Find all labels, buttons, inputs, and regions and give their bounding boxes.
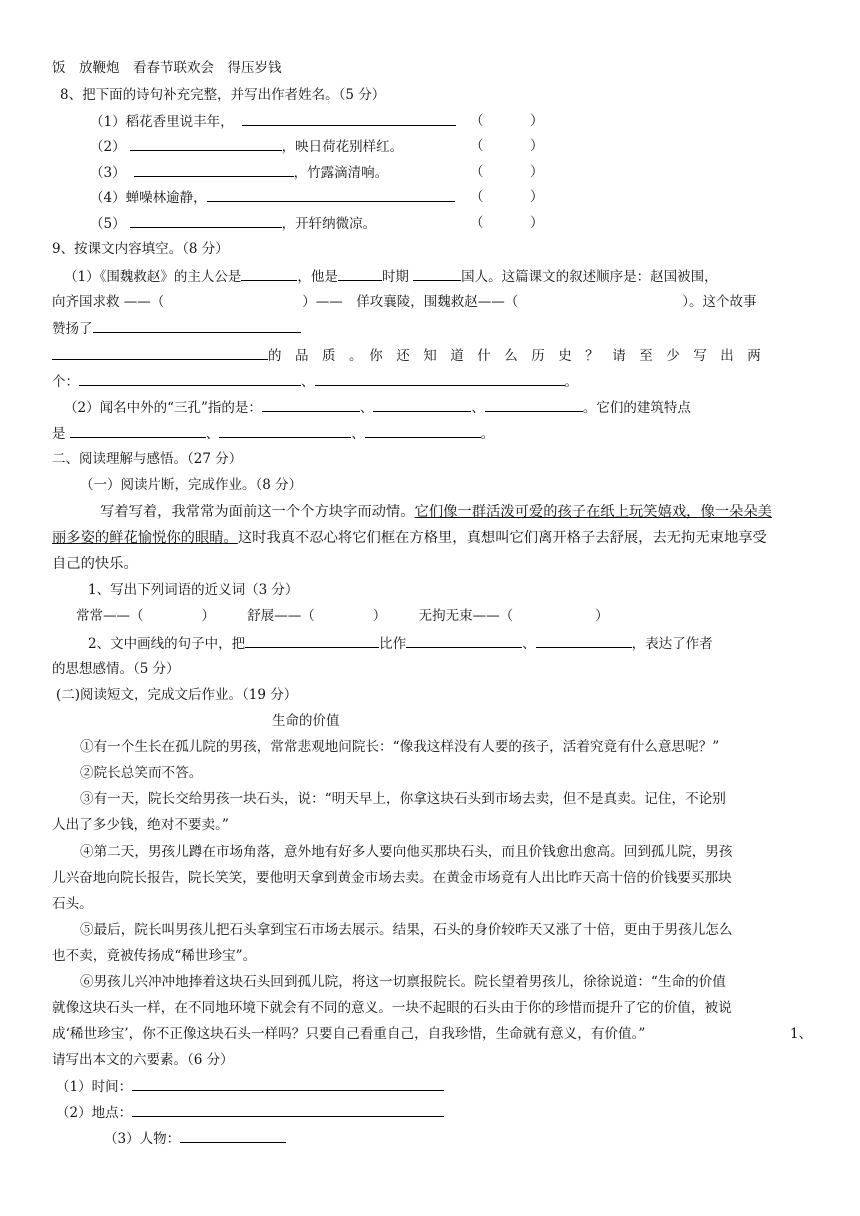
q9-title: 9、按课文内容填空。（8 分）	[52, 241, 229, 257]
q9-p1-line3: 赞扬了	[52, 318, 301, 339]
q9-p2-line2: 是 、 、 。	[52, 423, 494, 444]
q9-p1-line5: 个： 、 。	[52, 371, 578, 392]
time-answer-blank[interactable]	[132, 1076, 444, 1091]
answer-blank[interactable]	[219, 423, 351, 438]
answer-blank[interactable]	[52, 345, 268, 360]
story-para-6c: 成‘稀世珍宝’，你不正像这块石头一样吗？只要自己看重自己，自我珍惜，生命就有意义，有价值。”	[52, 1026, 646, 1042]
story-para-5b: 也不卖，竟被传扬成“稀世珍宝”。	[52, 948, 257, 964]
answer-blank[interactable]	[70, 423, 206, 438]
answer-blank[interactable]	[262, 397, 360, 412]
passage-line1: 写着写着，我常常为面前这一个个方块字而动情。它们像一群活泼可爱的孩子在纸上玩笑嬉戏，像一朵朵美	[100, 504, 772, 520]
q9-p1-line1: （1）《围魏救赵》的主人公是 ，他是 时期 国人。这篇课文的叙述顺序是：赵国被围，	[64, 266, 718, 287]
story-para-5a: ⑤最后，院长叫男孩儿把石头拿到宝石市场去展示。结果，石头的身价较昨天又涨了十倍，更由于男孩儿怎么	[80, 922, 733, 938]
r-q2-line2: 的思想感情。（5 分）	[52, 661, 180, 677]
q9-p1-line2: 向齐国求救 ——（ ）—— 佯攻襄陵，围魏救赵——（ ）。这个故事	[52, 294, 757, 310]
r-q1-title: 1、写出下列词语的近义词（3 分）	[88, 582, 299, 598]
story-para-2: ②院长总笑而不答。	[80, 765, 203, 781]
story-para-4c: 石头。	[52, 896, 93, 912]
story-para-3b: 人出了多少钱，绝对不要卖。”	[52, 817, 229, 833]
story-para-6b: 就像这块石头一样，在不同地环境下就会有不同的意义。一块不起眼的石头由于你的珍惜而提升了它的价值，被说	[52, 1000, 732, 1016]
answer-blank[interactable]	[413, 266, 461, 281]
place-answer-blank[interactable]	[132, 1102, 444, 1117]
passage-line2: 丽多姿的鲜花愉悦你的眼睛。这时我真不忍心将它们框在方格里，真想叫它们离开格子去舒展，去无拘无束地享受	[52, 530, 767, 546]
r-q2-line1: 2、文中画线的句子中，把 比作 、 ，表达了作者	[88, 633, 713, 654]
question-number-1: 1、	[790, 1026, 813, 1042]
answer-blank[interactable]	[365, 423, 481, 438]
story-para-4a: ④第二天，男孩儿蹲在市场角落，意外地有好多人要向他买那块石头，而且价钱愈出愈高。回到孤儿院，男孩	[80, 844, 733, 860]
answer-blank[interactable]	[207, 187, 455, 202]
q9-p2-line1: （2）闻名中外的“三孔”指的是： 、 、 。它们的建筑特点	[64, 397, 691, 418]
six-elements-title: 请写出本文的六要素。（6 分）	[52, 1052, 234, 1068]
answer-blank[interactable]	[241, 266, 297, 281]
part1-title: （一）阅读片断，完成作业。（8 分）	[80, 477, 303, 493]
q8-title: 8、把下面的诗句补充完整，并写出作者姓名。（5 分）	[60, 87, 386, 103]
answer-blank[interactable]	[373, 397, 471, 412]
r-q1-words: 常常——（ ） 舒展——（ ） 无拘无束——（ ）	[76, 608, 609, 624]
q8-item-2: （2） ，映日荷花别样红。 （ ）	[90, 138, 544, 155]
q9-p1-line4: 的 品 质 。 你 还 知 道 什 么 历 史 ？ 请 至 少 写 出 两	[52, 345, 761, 366]
answer-blank[interactable]	[93, 318, 301, 333]
story-title: 生命的价值	[272, 713, 340, 729]
element-people: （3）人物：	[104, 1128, 286, 1149]
section-2-title: 二、阅读理解与感悟。（27 分）	[52, 451, 243, 467]
answer-blank[interactable]	[536, 633, 632, 648]
story-para-6a: ⑥男孩儿兴冲冲地捧着这块石头回到孤儿院，将这一切禀报院长。院长望着男孩儿，徐徐说道：“生命的价值	[80, 974, 726, 990]
answer-blank[interactable]	[245, 633, 379, 648]
part2-title: (二)阅读短文，完成文后作业。（19 分）	[56, 687, 298, 703]
answer-blank[interactable]	[315, 371, 565, 386]
answer-blank[interactable]	[79, 371, 301, 386]
story-para-1: ①有一个生长在孤儿院的男孩，常常悲观地问院长：“像我这样没有人要的孩子，活着究竟有什么意思呢？”	[80, 739, 720, 755]
answer-blank[interactable]	[338, 266, 382, 281]
element-place: （2）地点：	[56, 1102, 444, 1123]
q8-item-4: （4）蝉噪林逾静， （ ）	[90, 189, 544, 206]
answer-blank[interactable]	[134, 162, 294, 177]
answer-blank[interactable]	[242, 111, 456, 126]
story-para-4b: 儿兴奋地向院长报告，院长笑笑，要他明天拿到黄金市场去卖。在黄金市场竟有人出比昨天高十倍的价钱要买那块	[52, 870, 732, 886]
q8-item-5: （5） ，开轩纳微凉。 （ ）	[90, 215, 544, 232]
top-line: 饭 放鞭炮 看春节联欢会 得压岁钱	[52, 60, 282, 76]
element-time: （1）时间：	[56, 1076, 444, 1097]
q8-item-3: （3） ，竹露滴清响。 （ ）	[90, 164, 544, 181]
answer-blank[interactable]	[130, 136, 282, 151]
passage-line3: 自己的快乐。	[52, 556, 138, 572]
q8-item-1: （1）稻花香里说丰年， （ ）	[90, 113, 544, 130]
story-para-3a: ③有一天，院长交给男孩一块石头，说：“明天早上，你拿这块石头到市场去卖，但不是真卖。记住，不论别	[80, 791, 726, 807]
people-answer-blank[interactable]	[180, 1128, 286, 1143]
answer-blank[interactable]	[130, 213, 282, 228]
answer-blank[interactable]	[406, 633, 522, 648]
answer-blank[interactable]	[485, 397, 583, 412]
